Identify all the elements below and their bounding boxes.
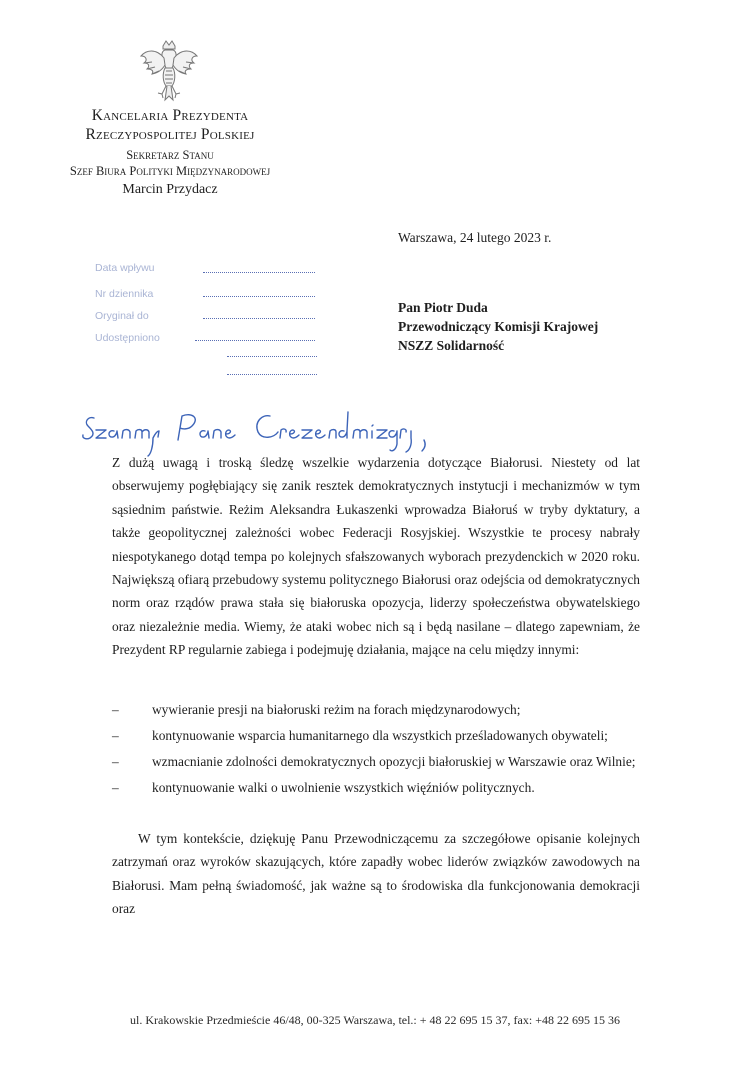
bullet-dash: – [112, 780, 119, 795]
stamp-dotted-line [203, 272, 315, 273]
sender-name: Marcin Przydacz [122, 182, 218, 197]
polish-eagle-emblem-icon [138, 38, 200, 104]
stamp-row-label: Oryginał do [95, 310, 149, 322]
recipient-title: Przewodniczący Komisji Krajowej [398, 319, 599, 334]
stamp-dotted-line [227, 374, 317, 375]
recipient-name: Pan Piotr Duda [398, 300, 488, 315]
letter-paragraph-1: Z dużą uwagą i troską śledzę wszelkie wydarzenia dotyczące Białorusi. Niestety od lat obserwujemy pogłębiający się zanik resztek demokratycznych instytucji i mechanizmów w tym sąsiednim państwie. Reżim Aleksandra Łukaszenki wprowadza Białoruś w tryby dyktatury, a także geopolitycznej zależności wobec Federacji Rosyjskiej. Wszystkie te procesy nabrały niespotykanego dotąd tempa po kolejnych sfałszowanych wyborach prezydenckich w 2020 roku. Największą ofiarą przebudowy systemu politycznego Białorusi oraz odejścia od demokratycznych norm oraz rządów prawa stała się białoruska opozycja, liderzy społeczeństwa obywatelskiego oraz niezależnie media. Wiemy, że ataki wobec nich są i będą nasilane – dlatego zapewniam, że Prezydent RP regularnie zabiega i podejmuję działania, mające na celu między innymi: [112, 455, 640, 658]
list-item-text: kontynuowanie wsparcia humanitarnego dla wszystkich prześladowanych obywateli; [152, 728, 608, 743]
list-item [112, 698, 642, 724]
bullet-dash: – [112, 702, 119, 717]
office-name-line-1: Kancelaria Prezydenta [91, 107, 249, 124]
list-item [112, 750, 642, 776]
bullet-dash: – [112, 728, 119, 743]
recipient-organization: NSZZ Solidarność [398, 338, 505, 353]
stamp-dotted-line [203, 296, 315, 297]
office-name-line-2: Rzeczypospolitej Polskiej [85, 126, 255, 143]
letter-paragraph-2: W tym kontekście, dziękuję Panu Przewodniczącemu za szczegółowe opisanie kolejnych zatrzymań oraz wyroków skazujących, które zapadły wobec liderów związków zawodowych na Białorusi. Mam pełną świadomość, jak ważne są to środowiska dla funkcjonowania demokracji oraz [112, 831, 640, 917]
bullet-dash: – [112, 754, 119, 769]
letter-date: Warszawa, 24 lutego 2023 r. [398, 230, 552, 245]
list-item-text: wzmacnianie zdolności demokratycznych opozycji białoruskiej w Warszawie oraz Wilnie; [152, 754, 636, 769]
stamp-dotted-line [195, 340, 315, 341]
list-item-text: kontynuowanie walki o uwolnienie wszystkich więźniów politycznych. [152, 780, 535, 795]
list-item [112, 724, 642, 750]
footer-address: ul. Krakowskie Przedmieście 46/48, 00-325 Warszawa, tel.: + 48 22 695 15 37, fax: +48 22 695 15 36 [130, 1013, 620, 1027]
registry-stamp [95, 258, 325, 393]
stamp-row-label: Nr dziennika [95, 288, 154, 300]
list-item-text: wywieranie presji na białoruski reżim na forach międzynarodowych; [152, 702, 521, 717]
stamp-dotted-line [203, 318, 315, 319]
actions-list [112, 698, 642, 802]
stamp-row-label: Udostępniono [95, 332, 160, 344]
list-item [112, 776, 642, 802]
sender-role-line-1: Sekretarz Stanu [126, 148, 214, 162]
sender-role-line-2: Szef Biura Polityki Międzynarodowej [69, 164, 271, 178]
stamp-row-label: Data wpływu [95, 262, 155, 274]
stamp-dotted-line [227, 356, 317, 357]
